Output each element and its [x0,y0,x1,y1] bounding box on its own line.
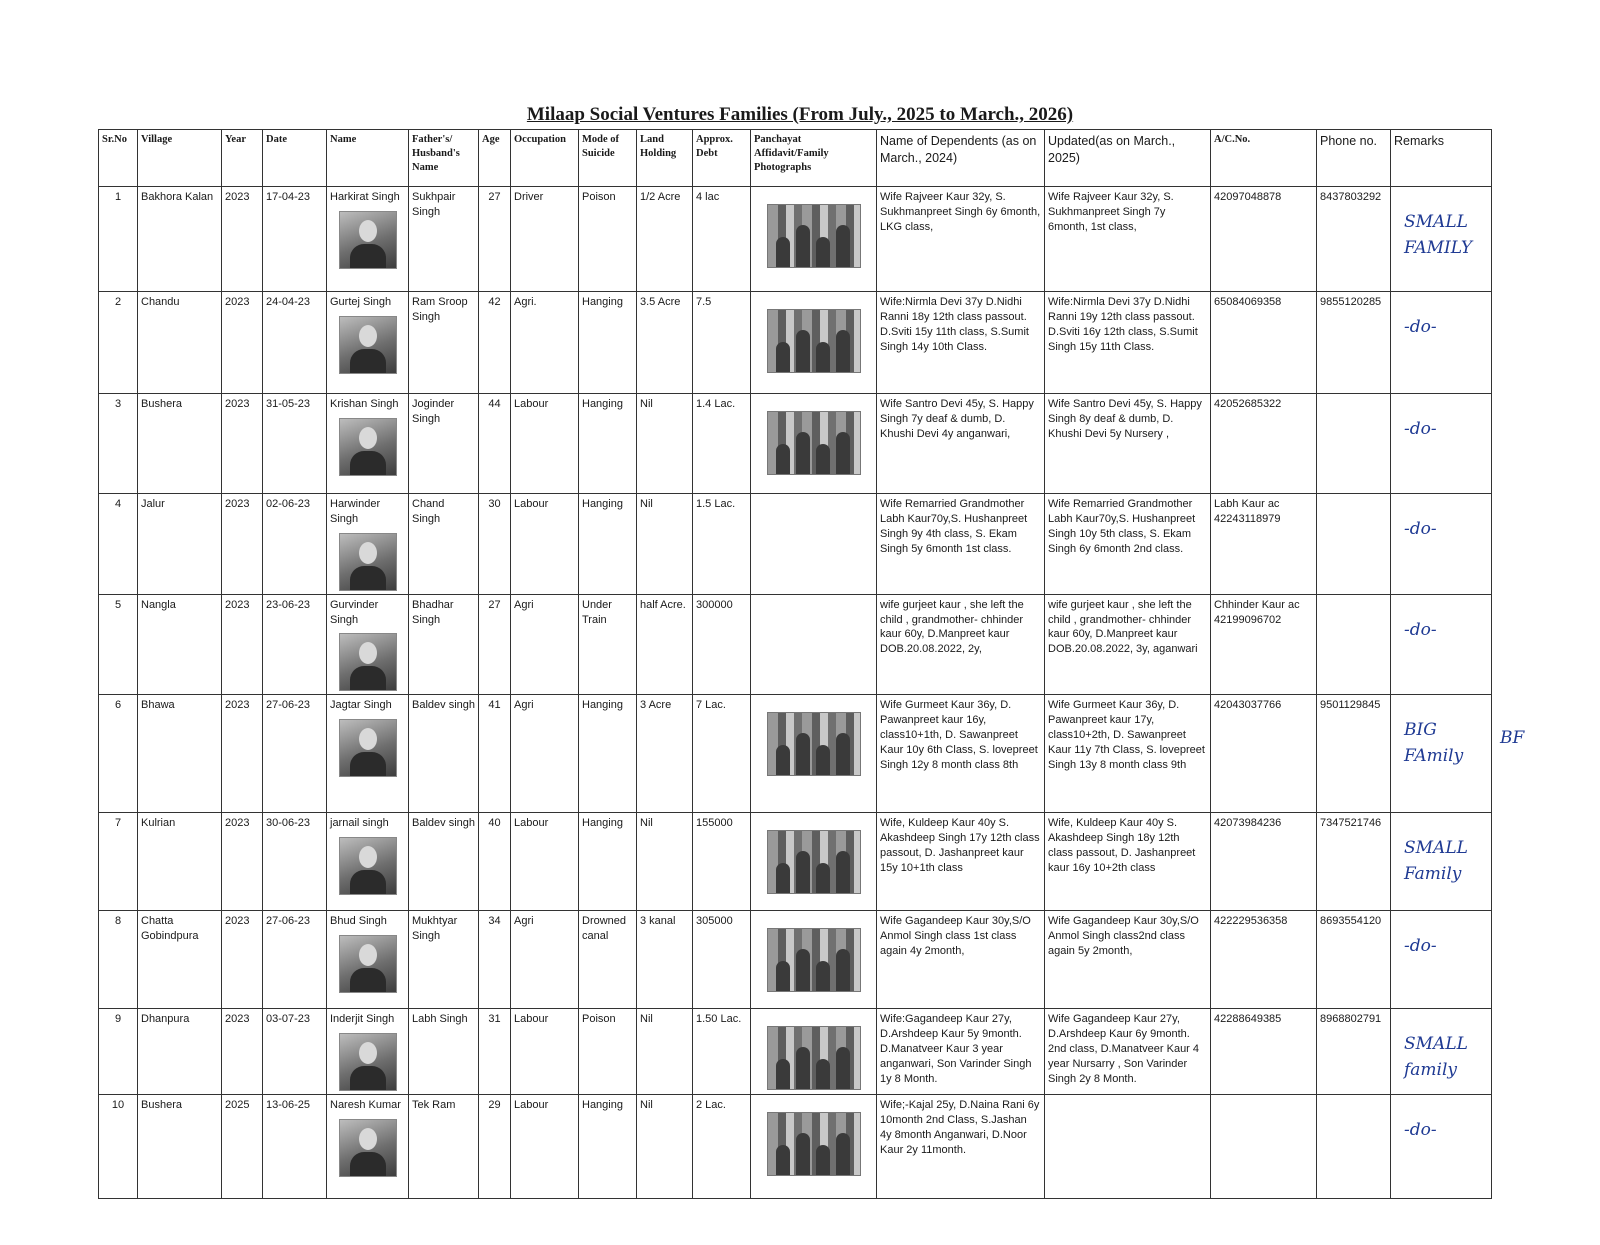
cell-land: Nil [637,494,693,595]
cell-land: Nil [637,394,693,494]
cell-village: Bushera [138,1095,222,1199]
cell-account: 42097048878 [1211,187,1317,292]
col-date: Date [263,130,327,187]
cell-family-photo [751,813,877,911]
cell-land: half Acre. [637,594,693,695]
cell-phone: 8693554120 [1317,911,1391,1009]
cell-dependents: Wife Gurmeet Kaur 36y, D. Pawanpreet kaur 16y, class10+1th, D. Sawanpreet Kaur 10y 6th Class, S. lovepreet Singh 12y 8 month class 8th [877,695,1045,813]
handwritten-remark: -do- [1404,419,1437,439]
cell-age: 27 [479,594,511,695]
cell-updated: Wife Gagandeep Kaur 27y, D.Arshdeep Kaur 6y 9month. 2nd class, D.Manatveer Kaur 4 year Nursarry , Son Varinder Singh 2y 8 Month. [1045,1009,1211,1095]
person-name: Gurtej Singh [330,296,392,308]
cell-year: 2023 [222,1009,263,1095]
cell-date: 13-06-25 [263,1095,327,1199]
cell-updated: Wife Santro Devi 45y, S. Happy Singh 8y deaf & dumb, D. Khushi Devi 5y Nursery , [1045,394,1211,494]
col-year: Year [222,130,263,187]
cell-date: 17-04-23 [263,187,327,292]
cell-family-photo [751,1095,877,1199]
cell-land: 3.5 Acre [637,292,693,394]
remark-extra-bf: BF [1500,728,1525,748]
cell-age: 30 [479,494,511,595]
cell-updated: Wife Rajveer Kaur 32y, S. Sukhmanpreet Singh 7y 6month, 1st class, [1045,187,1211,292]
cell-date: 23-06-23 [263,594,327,695]
cell-date: 27-06-23 [263,695,327,813]
cell-age: 29 [479,1095,511,1199]
cell-account: 65084069358 [1211,292,1317,394]
col-mode: Mode of Suicide [579,130,637,187]
cell-remarks [1391,187,1492,292]
col-name: Name [327,130,409,187]
col-sr-no: Sr.No [99,130,138,187]
cell-name [327,394,409,494]
person-name: Jagtar Singh [330,699,392,712]
cell-year: 2023 [222,187,263,292]
person-name: Inderjit Singh [330,1013,395,1026]
cell-year: 2023 [222,695,263,813]
cell-phone: 9501129845 [1317,695,1391,813]
table-row [99,813,1492,911]
cell-date: 03-07-23 [263,1009,327,1095]
cell-updated: Wife Remarried Grandmother Labh Kaur70y,S. Hushanpreet Singh 10y 5th class, S. Ekam Singh 6y 6month 2nd class. [1045,494,1211,595]
family-photograph [767,204,861,268]
cell-name [327,494,409,595]
cell-occupation: Labour [511,1095,579,1199]
cell-name [327,187,409,292]
cell-occupation: Driver [511,187,579,292]
person-photo [339,719,397,777]
person-photo [339,1119,397,1177]
cell-updated: wife gurjeet kaur , she left the child , grandmother- chhinder kaur 60y, D.Manpreet kaur DOB.20.08.2022, 3y, aganwari [1045,594,1211,695]
person-name: Gurvinder Singh [330,598,379,626]
col-photographs: Panchayat Affidavit/Family Photographs [751,130,877,187]
cell-sr-no: 9 [99,1009,138,1095]
cell-remarks [1391,394,1492,494]
cell-land: 3 kanal [637,911,693,1009]
cell-age: 44 [479,394,511,494]
person-photo [339,211,397,269]
cell-family-photo [751,594,877,695]
table-row [99,292,1492,394]
cell-name [327,813,409,911]
cell-account: 422229536358 [1211,911,1317,1009]
cell-village: Kulrian [138,813,222,911]
handwritten-remark: -do- [1404,317,1437,337]
cell-sr-no: 3 [99,394,138,494]
family-photograph [767,830,861,894]
table-row [99,394,1492,494]
cell-account: Chhinder Kaur ac 42199096702 [1211,594,1317,695]
cell-family-photo [751,187,877,292]
cell-year: 2023 [222,494,263,595]
cell-account: Labh Kaur ac 42243118979 [1211,494,1317,595]
cell-village: Bhawa [138,695,222,813]
cell-land: 1/2 Acre [637,187,693,292]
person-photo [339,418,397,476]
family-photograph [767,411,861,475]
person-photo [339,837,397,895]
cell-dependents: Wife:Nirmla Devi 37y D.Nidhi Ranni 18y 12th class passout. D.Sviti 15y 11th class, S.Sumit Singh 14y 10th Class. [877,292,1045,394]
col-father-husband: Father's/ Husband's Name [409,130,479,187]
cell-remarks [1391,1095,1492,1199]
cell-family-photo [751,911,877,1009]
cell-debt: 1.4 Lac. [693,394,751,494]
cell-father: Sukhpair Singh [409,187,479,292]
family-photograph [767,712,861,776]
cell-occupation: Labour [511,494,579,595]
cell-dependents: Wife Santro Devi 45y, S. Happy Singh 7y deaf & dumb, D. Khushi Devi 4y anganwari, [877,394,1045,494]
cell-phone [1317,1095,1391,1199]
cell-dependents: Wife;-Kajal 25y, D.Naina Rani 6y 10month 2nd Class, S.Jashan 4y 8month Anganwari, D.Noor Kaur 2y 11month. [877,1095,1045,1199]
col-occupation: Occupation [511,130,579,187]
cell-village: Bakhora Kalan [138,187,222,292]
cell-phone: 7347521746 [1317,813,1391,911]
handwritten-remark: SMALL family [1404,1034,1468,1080]
cell-dependents: Wife Gagandeep Kaur 30y,S/O Anmol Singh class 1st class again 4y 2month, [877,911,1045,1009]
cell-year: 2023 [222,813,263,911]
cell-sr-no: 4 [99,494,138,595]
table-row [99,494,1492,595]
cell-name [327,1009,409,1095]
cell-sr-no: 1 [99,187,138,292]
cell-updated: Wife, Kuldeep Kaur 40y S. Akashdeep Singh 18y 12th class passout, D. Jashanpreet kaur 16y 10+2th class [1045,813,1211,911]
cell-phone: 8968802791 [1317,1009,1391,1095]
cell-age: 27 [479,187,511,292]
cell-mode: Hanging [579,695,637,813]
cell-mode: Hanging [579,494,637,595]
table-row [99,594,1492,695]
table-row [99,1095,1492,1199]
cell-age: 41 [479,695,511,813]
cell-age: 42 [479,292,511,394]
cell-dependents: Wife:Gagandeep Kaur 27y, D.Arshdeep Kaur 5y 9month. D.Manatveer Kaur 3 year anganwari, Son Varinder Singh 1y 8 Month. [877,1009,1045,1095]
cell-family-photo [751,695,877,813]
col-village: Village [138,130,222,187]
cell-father: Chand Singh [409,494,479,595]
col-updated: Updated(as on March., 2025) [1045,130,1211,187]
cell-family-photo [751,1009,877,1095]
cell-debt: 305000 [693,911,751,1009]
cell-phone [1317,494,1391,595]
cell-phone: 9855120285 [1317,292,1391,394]
handwritten-remark: -do- [1404,936,1437,957]
cell-account: 42288649385 [1211,1009,1317,1095]
cell-name [327,292,409,394]
handwritten-remark: -do- [1404,1120,1437,1141]
cell-debt: 7.5 [693,292,751,394]
cell-age: 34 [479,911,511,1009]
handwritten-remark: -do- [1404,619,1437,640]
cell-mode: Poison [579,187,637,292]
cell-family-photo [751,394,877,494]
col-remarks: Remarks [1391,130,1492,187]
cell-occupation: Agri [511,594,579,695]
cell-debt: 7 Lac. [693,695,751,813]
cell-sr-no: 5 [99,594,138,695]
handwritten-remark: SMALL FAMILY [1404,212,1473,258]
cell-year: 2025 [222,1095,263,1199]
cell-date: 31-05-23 [263,394,327,494]
cell-remarks [1391,695,1492,813]
cell-name [327,695,409,813]
cell-father: Joginder Singh [409,394,479,494]
cell-name [327,911,409,1009]
cell-occupation: Labour [511,394,579,494]
cell-account: 42043037766 [1211,695,1317,813]
cell-mode: Hanging [579,813,637,911]
cell-remarks [1391,292,1492,394]
cell-name [327,594,409,695]
cell-updated: Wife Gagandeep Kaur 30y,S/O Anmol Singh class2nd class again 5y 2month, [1045,911,1211,1009]
family-photograph [767,309,861,373]
cell-phone: 8437803292 [1317,187,1391,292]
col-land: Land Holding [637,130,693,187]
col-account: A/C.No. [1211,130,1317,187]
header-row [99,130,1492,187]
cell-family-photo [751,292,877,394]
person-name: Bhud Singh [330,915,387,928]
cell-age: 40 [479,813,511,911]
cell-remarks [1391,594,1492,695]
cell-debt: 1.5 Lac. [693,494,751,595]
cell-remarks [1391,494,1492,595]
cell-account: 42073984236 [1211,813,1317,911]
cell-dependents: Wife Remarried Grandmother Labh Kaur70y,S. Hushanpreet Singh 9y 4th class, S. Ekam Singh 5y 6month 1st class. [877,494,1045,595]
table-row [99,1009,1492,1095]
cell-father: Labh Singh [409,1009,479,1095]
person-name: Krishan Singh [330,398,399,410]
cell-mode: Drowned canal [579,911,637,1009]
cell-updated [1045,1095,1211,1199]
person-name: Harkirat Singh [330,191,400,203]
cell-mode: Poison [579,1009,637,1095]
cell-family-photo [751,494,877,595]
handwritten-remark: BIG FAmily [1404,720,1464,766]
cell-occupation: Agri [511,911,579,1009]
cell-age: 31 [479,1009,511,1095]
cell-year: 2023 [222,594,263,695]
cell-occupation: Agri. [511,292,579,394]
person-name: Naresh Kumar [330,1099,401,1112]
table-row [99,911,1492,1009]
cell-account [1211,1095,1317,1199]
cell-father: Mukhtyar Singh [409,911,479,1009]
cell-village: Nangla [138,594,222,695]
cell-father: Ram Sroop Singh [409,292,479,394]
table-row [99,695,1492,813]
person-name: Harwinder Singh [330,498,381,525]
cell-debt: 155000 [693,813,751,911]
cell-father: Baldev singh [409,695,479,813]
person-photo [339,935,397,993]
person-photo [339,1033,397,1091]
cell-father: Bhadhar Singh [409,594,479,695]
cell-year: 2023 [222,394,263,494]
cell-name [327,1095,409,1199]
cell-account: 42052685322 [1211,394,1317,494]
family-photograph [767,1026,861,1090]
cell-occupation: Labour [511,813,579,911]
cell-mode: Hanging [579,1095,637,1199]
col-debt: Approx. Debt [693,130,751,187]
cell-sr-no: 8 [99,911,138,1009]
cell-sr-no: 10 [99,1095,138,1199]
cell-updated: Wife Gurmeet Kaur 36y, D. Pawanpreet kaur 17y, class10+2th, D. Sawanpreet Kaur 11y 7th Class, S. lovepreet Singh 13y 8 month class 9th [1045,695,1211,813]
cell-land: Nil [637,813,693,911]
cell-date: 30-06-23 [263,813,327,911]
cell-remarks [1391,911,1492,1009]
cell-phone [1317,594,1391,695]
col-phone: Phone no. [1317,130,1391,187]
cell-sr-no: 7 [99,813,138,911]
cell-father: Tek Ram [409,1095,479,1199]
cell-village: Bushera [138,394,222,494]
col-dependents: Name of Dependents (as on March., 2024) [877,130,1045,187]
cell-occupation: Agri [511,695,579,813]
cell-debt: 4 lac [693,187,751,292]
cell-year: 2023 [222,911,263,1009]
person-photo [339,533,397,591]
col-age: Age [479,130,511,187]
cell-mode: Under Train [579,594,637,695]
handwritten-remark: SMALL Family [1404,838,1468,884]
cell-occupation: Labour [511,1009,579,1095]
cell-debt: 300000 [693,594,751,695]
table-row [99,187,1492,292]
cell-date: 02-06-23 [263,494,327,595]
cell-dependents: Wife, Kuldeep Kaur 40y S. Akashdeep Singh 17y 12th class passout, D. Jashanpreet kaur 15y 10+1th class [877,813,1045,911]
families-table [98,129,1492,1199]
cell-village: Chandu [138,292,222,394]
cell-land: Nil [637,1009,693,1095]
document-title: Milaap Social Ventures Families (From July., 2025 to March., 2026) [526,104,1074,125]
cell-debt: 1.50 Lac. [693,1009,751,1095]
cell-mode: Hanging [579,394,637,494]
cell-sr-no: 2 [99,292,138,394]
cell-phone [1317,394,1391,494]
cell-mode: Hanging [579,292,637,394]
cell-sr-no: 6 [99,695,138,813]
cell-land: Nil [637,1095,693,1199]
cell-village: Jalur [138,494,222,595]
cell-date: 24-04-23 [263,292,327,394]
cell-remarks [1391,1009,1492,1095]
cell-dependents: wife gurjeet kaur , she left the child , grandmother- chhinder kaur 60y, D.Manpreet kaur DOB.20.08.2022, 2y, [877,594,1045,695]
cell-village: Chatta Gobindpura [138,911,222,1009]
cell-village: Dhanpura [138,1009,222,1095]
cell-updated: Wife:Nirmla Devi 37y D.Nidhi Ranni 19y 12th class passout. D.Sviti 16y 12th class, S.Sumit Singh 15y 11th Class. [1045,292,1211,394]
person-name: jarnail singh [330,817,389,830]
person-photo [339,633,397,691]
cell-date: 27-06-23 [263,911,327,1009]
cell-year: 2023 [222,292,263,394]
family-photograph [767,1112,861,1176]
person-photo [339,316,397,374]
cell-remarks [1391,813,1492,911]
cell-debt: 2 Lac. [693,1095,751,1199]
cell-land: 3 Acre [637,695,693,813]
family-photograph [767,928,861,992]
handwritten-remark: -do- [1404,519,1437,539]
cell-father: Baldev singh [409,813,479,911]
cell-dependents: Wife Rajveer Kaur 32y, S. Sukhmanpreet Singh 6y 6month, LKG class, [877,187,1045,292]
